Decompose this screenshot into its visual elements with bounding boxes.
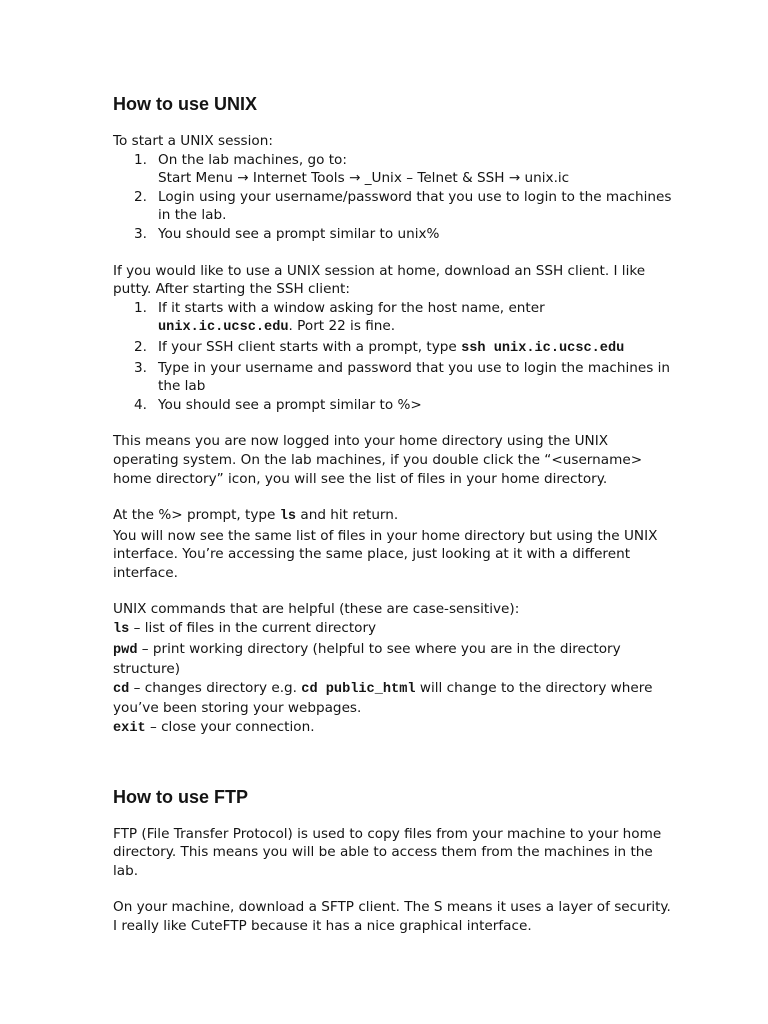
prompt-text: At the %> prompt, type xyxy=(113,507,280,524)
list-text: If your SSH client starts with a prompt, type xyxy=(158,338,462,355)
command-desc-cont: will change to the directory where you’ve been storing your webpages. xyxy=(113,679,653,717)
command-line-cd xyxy=(113,679,673,718)
command-line-ls xyxy=(113,619,673,640)
home-intro: If you would like to use a UNIX session at home, download an SSH client. I like putty. After starting the SSH client: xyxy=(113,262,646,298)
command-line-exit xyxy=(113,718,673,739)
list-number: 1. xyxy=(134,299,147,316)
interface-text: You will now see the same list of files in your home directory but using the UNIX interface. You’re accessing the same place, just looking at it with a different interface. xyxy=(113,527,658,581)
list-text: On the lab machines, go to: xyxy=(158,151,347,168)
command-desc: – changes directory e.g. xyxy=(129,679,302,696)
list-text: . Port 22 is fine. xyxy=(288,318,396,335)
command-line-pwd xyxy=(113,640,673,679)
command-desc: – list of files in the current directory xyxy=(129,620,377,637)
prompt-text-end: and hit return. xyxy=(296,507,399,524)
list-number: 1. xyxy=(134,151,147,168)
unix-intro: To start a UNIX session: xyxy=(113,133,273,149)
list-number: 4. xyxy=(134,396,147,413)
list-item xyxy=(113,299,673,338)
ls-code: ls xyxy=(279,509,297,525)
host-name-code: unix.ic.ucsc.edu xyxy=(158,320,289,336)
ssh-command-code: ssh unix.ic.ucsc.edu xyxy=(461,340,625,356)
list-text-path: Start Menu → Internet Tools → _Unix – Telnet & SSH → unix.ic xyxy=(158,170,570,187)
ftp-heading: How to use FTP xyxy=(113,786,248,807)
list-text: You should see a prompt similar to %> xyxy=(158,396,422,413)
prompt-paragraph xyxy=(113,506,673,582)
command-desc: – print working directory (helpful to see where you are in the directory structure) xyxy=(113,640,621,678)
list-item xyxy=(113,338,673,359)
logged-in-paragraph: This means you are now logged into your home directory using the UNIX operating system. On the lab machines, if you double click the “<username> home directory” icon, you will see the list of files in your home directory. xyxy=(113,433,643,487)
list-number: 3. xyxy=(134,225,147,242)
ftp-paragraph-1: FTP (File Transfer Protocol) is used to copy files from your machine to your home directory. This means you will be able to access them from the machines in the lab. xyxy=(113,825,662,879)
list-item xyxy=(113,188,673,225)
command-code: pwd xyxy=(113,642,138,658)
list-text: You should see a prompt similar to unix% xyxy=(158,225,440,242)
command-code: cd xyxy=(113,681,130,697)
ftp-paragraph-2: On your machine, download a SFTP client. The S means it uses a layer of security. I really like CuteFTP because it has a nice graphical interface. xyxy=(113,899,671,934)
list-item xyxy=(113,396,673,415)
list-number: 2. xyxy=(134,188,147,205)
list-number: 3. xyxy=(134,359,147,376)
list-text: Login using your username/password that you use to login to the machines in the lab. xyxy=(158,188,672,224)
home-steps-list xyxy=(113,299,673,415)
list-text: Type in your username and password that you use to login the machines in the lab xyxy=(158,359,671,395)
commands-intro: UNIX commands that are helpful (these are case-sensitive): xyxy=(113,601,520,618)
command-desc: – close your connection. xyxy=(145,719,315,736)
list-item xyxy=(113,359,673,396)
list-item xyxy=(113,225,673,244)
lab-steps-list xyxy=(113,151,673,244)
cd-example-code: cd public_html xyxy=(301,681,416,697)
list-text: If it starts with a window asking for the host name, enter xyxy=(158,299,545,316)
command-code: ls xyxy=(113,622,130,638)
list-item xyxy=(113,151,673,188)
list-number: 2. xyxy=(134,338,147,355)
command-code: exit xyxy=(113,721,146,737)
document-content xyxy=(113,92,673,936)
unix-heading: How to use UNIX xyxy=(113,94,258,114)
